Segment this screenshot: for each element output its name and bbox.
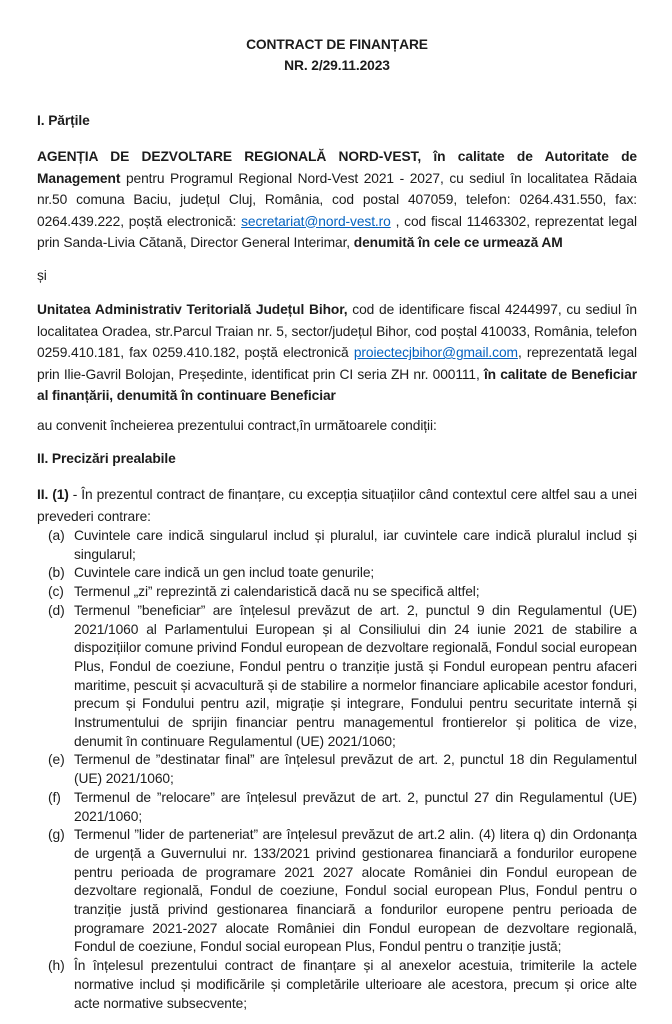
conjunction-line: și — [37, 267, 47, 283]
title-line-2: NR. 2/29.11.2023 — [284, 58, 390, 73]
party-am-name: AGENȚIA DE DEZVOLTARE REGIONALĂ NORD-VEST, în calitate de Autoritate de Management — [37, 149, 637, 186]
section-heading-preliminary: II. Precizări prealabile — [37, 451, 176, 466]
party-beneficiary-paragraph — [37, 299, 637, 407]
definition-item-d — [37, 602, 637, 752]
document-title — [37, 34, 637, 76]
definitions-list — [37, 527, 637, 1013]
party-beneficiary-denomination: în calitate de Beneficiar al finanțării, denumită în continuare Beneficiar — [37, 366, 638, 403]
agreement-paragraph: au convenit încheierea prezentului contract,în următoarele condiții: — [37, 417, 437, 433]
definition-marker: (g) — [48, 827, 65, 843]
party-beneficiary-details: cod de identificare fiscal 4244997, cu sediul în localitatea Oradea, str.Parcul Traian nr. 5, sector/județul Bihor, cod poștal 410033, România, telefon 0259.410.181, fax 0259.410.182, poștă electronică — [37, 302, 638, 360]
definition-text: Termenul de ”destinatar final” are înțelesul prevăzut de art. 2, punctul 18 din Regulamentul (UE) 2021/1060; — [74, 752, 637, 787]
clause-ii-1-paragraph — [37, 484, 637, 527]
definition-text: Termenul de ”relocare” are înțelesul prevăzut de art. 2, punctul 27 din Regulamentul (UE) 2021/1060; — [74, 789, 637, 824]
definition-text: Cuvintele care indică un gen includ toate genurile; — [74, 565, 375, 581]
definition-item-f — [37, 789, 637, 826]
definition-item-h — [37, 957, 637, 1013]
definition-item-e — [37, 751, 637, 788]
party-beneficiary-name: Unitatea Administrativ Teritorială Județul Bihor, — [37, 302, 348, 317]
definition-item-c — [37, 583, 637, 602]
title-line-1: CONTRACT DE FINANȚARE — [246, 37, 428, 52]
definition-item-b — [37, 564, 637, 583]
definition-marker: (b) — [48, 565, 65, 581]
clause-text: - În prezentul contract de finanțare, cu excepția situațiilor când contextul cere altfel sau a unei prevederi contrare: — [37, 487, 637, 524]
definition-item-a — [37, 527, 637, 564]
definition-marker: (e) — [48, 752, 65, 768]
definition-marker: (f) — [48, 789, 61, 805]
definition-marker: (h) — [48, 958, 65, 974]
party-am-paragraph — [37, 146, 637, 254]
party-beneficiary-details-2: , reprezentată legal prin Ilie-Gavril Bolojan, Președinte, identificat prin CI seria ZH nr. 000111, — [37, 345, 637, 382]
party-am-details: pentru Programul Regional Nord-Vest 2021 - 2027, cu sediul în localitatea Rădaia nr.50 comuna Baciu, județul Cluj, România, cod postal 407059, telefon: 0264.431.550, fax: 0264.439.222, poștă electronică: — [37, 170, 637, 229]
definition-marker: (c) — [48, 584, 64, 600]
definition-text: Termenul „zi” reprezintă zi calendaristică dacă nu se specifică altfel; — [74, 584, 480, 600]
definition-text: Cuvintele care indică singularul includ și pluralul, iar cuvintele care indică pluralul includ și singularul; — [74, 528, 637, 562]
party-am-denomination: denumită în cele ce urmează AM — [353, 235, 563, 250]
definition-text: Termenul ”lider de parteneriat” are înțelesul prevăzut de art.2 alin. (4) litera q) din Ordonanța de urgență a Guvernului nr. 133/2021 privind gestionarea financiară a fondurilor europene pentru perioada de programare 2021 2027 alocate României din Fondul european de dezvoltare regională, Fondul de coeziune, Fondul social european Plus, Fondul pentru o tranziție justă privind gestionarea financiară a fondurilor europene pentru perioada de programare 2021-2027 alocate României din Fondul european de dezvoltare regională, Fondul de coeziune, Fondul social european Plus, Fondul pentru o tranziție justă; — [74, 827, 637, 955]
section-heading-parties: I. Părțile — [37, 113, 90, 128]
beneficiary-email-link[interactable]: proiectecjbihor@gmail.com — [353, 345, 518, 360]
definition-text: Termenul ”beneficiar” are înțelesul prevăzut de art. 2, punctul 9 din Regulamentul (UE) 2021/1060 al Parlamentului European și al Consiliului din 24 iunie 2021 de stabilire a dispozițiilor comune privind Fondul european de dezvoltare regională, Fondul social european Plus, Fondul de coeziune, Fondul pentru o tranziție justă și Fondul european pentru afaceri maritime, pescuit și acvacultură și de stabilire a normelor financiare aplicabile acestor fonduri, precum și Fondului pentru azil, migrație și integrare, Fondului pentru securitate internă și Instrumentului de sprijin financiar pentru managementul frontierelor și politica de vize, denumit în continuare Regulamentul (UE) 2021/1060; — [74, 602, 637, 749]
definition-item-g — [37, 826, 637, 957]
clause-label: II. (1) — [37, 487, 69, 502]
am-email-link[interactable]: secretariat@nord-vest.ro — [241, 213, 391, 229]
definition-marker: (a) — [48, 528, 65, 543]
definition-marker: (d) — [48, 602, 65, 618]
party-am-details-2: , cod fiscal 11463302, reprezentat legal prin Sanda-Livia Cătană, Director General Interimar, — [37, 213, 637, 250]
definition-text: În înțelesul prezentului contract de finanțare și al anexelor acestuia, trimiterile la actele normative includ și modificările și completările ulterioare ale acestora, precum și orice alte acte normative subsecvente; — [74, 958, 637, 1011]
